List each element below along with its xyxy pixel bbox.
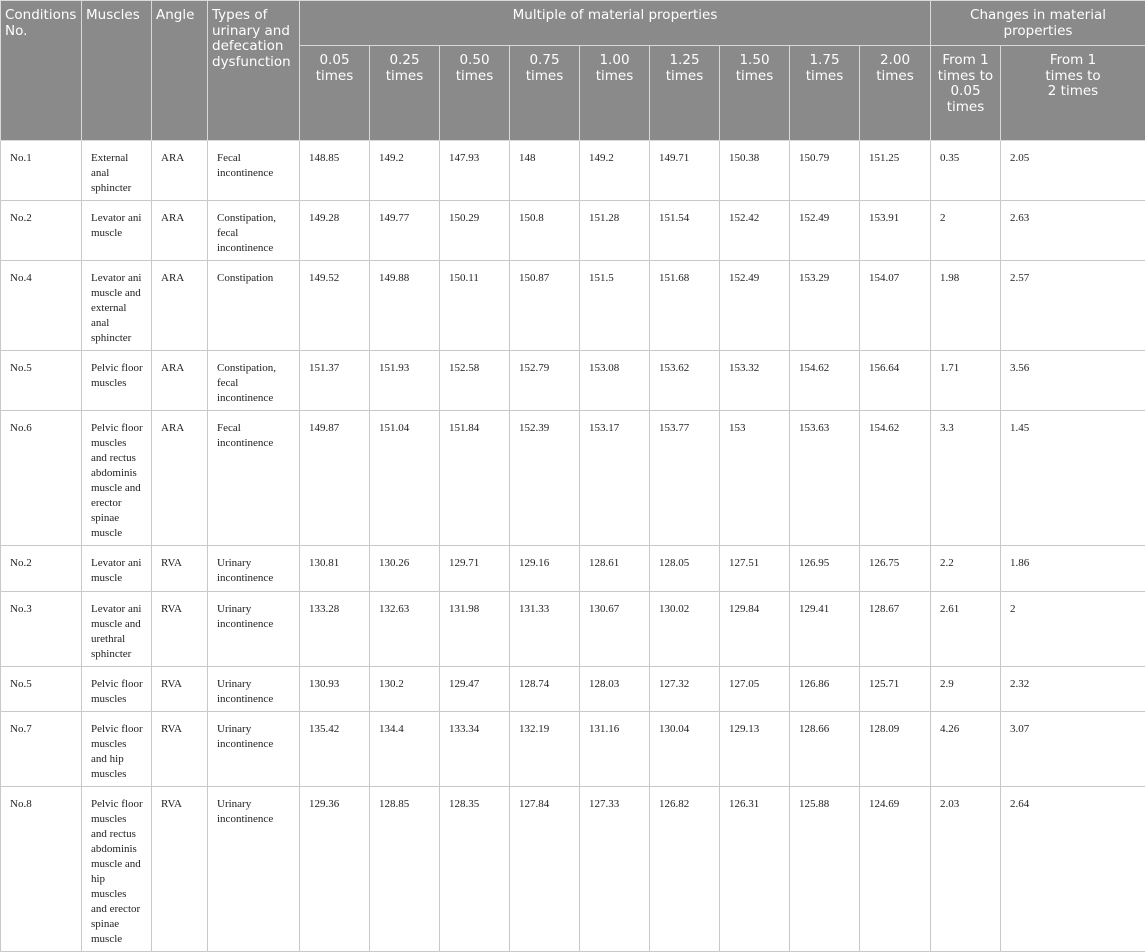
dysfunction-cell: Fecal incontinence (208, 411, 300, 546)
angle-cell: RVA (152, 787, 208, 952)
muscles-cell: Pelvic floor muscles (82, 351, 152, 411)
table-body (1, 141, 1145, 952)
table-header (1, 1, 1145, 141)
value-cell: 128.03 (580, 667, 650, 712)
change-low-cell: 2.9 (931, 667, 1001, 712)
value-cell: 151.68 (650, 261, 720, 351)
condition-no-cell: No.7 (1, 712, 82, 787)
change-low-cell: 2.03 (931, 787, 1001, 952)
change-high-cell: 2.64 (1001, 787, 1145, 952)
value-cell: 150.79 (790, 141, 860, 201)
header-multiple: 1.75 times (790, 46, 860, 141)
value-cell: 131.16 (580, 712, 650, 787)
muscles-cell: Levator ani muscle and external anal sphincter (82, 261, 152, 351)
value-cell: 148.85 (300, 141, 370, 201)
muscles-cell: Levator ani muscle (82, 201, 152, 261)
value-cell: 128.67 (860, 592, 931, 667)
value-cell: 151.84 (440, 411, 510, 546)
value-cell: 148 (510, 141, 580, 201)
value-cell: 133.34 (440, 712, 510, 787)
condition-no-cell: No.8 (1, 787, 82, 952)
value-cell: 154.07 (860, 261, 931, 351)
value-cell: 128.09 (860, 712, 931, 787)
value-cell: 152.79 (510, 351, 580, 411)
change-low-cell: 0.35 (931, 141, 1001, 201)
value-cell: 129.13 (720, 712, 790, 787)
dysfunction-cell: Urinary incontinence (208, 592, 300, 667)
header-multiple: 0.75 times (510, 46, 580, 141)
value-cell: 126.31 (720, 787, 790, 952)
change-high-cell: 2.57 (1001, 261, 1145, 351)
value-cell: 128.35 (440, 787, 510, 952)
value-cell: 130.93 (300, 667, 370, 712)
value-cell: 153.08 (580, 351, 650, 411)
dysfunction-cell: Urinary incontinence (208, 667, 300, 712)
table-row (1, 261, 1145, 351)
header-dysfunction-type: Types of urinary and defecation dysfunction (208, 1, 300, 141)
value-cell: 125.88 (790, 787, 860, 952)
value-cell: 129.71 (440, 546, 510, 592)
value-cell: 150.87 (510, 261, 580, 351)
value-cell: 151.5 (580, 261, 650, 351)
value-cell: 127.84 (510, 787, 580, 952)
value-cell: 149.2 (370, 141, 440, 201)
value-cell: 130.2 (370, 667, 440, 712)
value-cell: 150.8 (510, 201, 580, 261)
angle-cell: ARA (152, 141, 208, 201)
value-cell: 130.04 (650, 712, 720, 787)
value-cell: 149.77 (370, 201, 440, 261)
value-cell: 150.11 (440, 261, 510, 351)
header-conditions-no: Conditions No. (1, 1, 82, 141)
dysfunction-cell: Constipation, fecal incontinence (208, 201, 300, 261)
change-high-cell: 2.05 (1001, 141, 1145, 201)
change-low-cell: 1.71 (931, 351, 1001, 411)
value-cell: 133.28 (300, 592, 370, 667)
value-cell: 153.77 (650, 411, 720, 546)
value-cell: 152.58 (440, 351, 510, 411)
value-cell: 151.25 (860, 141, 931, 201)
value-cell: 151.28 (580, 201, 650, 261)
change-low-cell: 1.98 (931, 261, 1001, 351)
table-row (1, 592, 1145, 667)
muscles-cell: Levator ani muscle and urethral sphincter (82, 592, 152, 667)
value-cell: 153 (720, 411, 790, 546)
header-change-high: From 1 times to 2 times (1001, 46, 1145, 141)
table-row (1, 787, 1145, 952)
value-cell: 134.4 (370, 712, 440, 787)
value-cell: 147.93 (440, 141, 510, 201)
muscles-cell: External anal sphincter (82, 141, 152, 201)
value-cell: 132.63 (370, 592, 440, 667)
value-cell: 149.28 (300, 201, 370, 261)
value-cell: 132.19 (510, 712, 580, 787)
value-cell: 152.49 (790, 201, 860, 261)
header-changes-group: Changes in material properties (931, 1, 1145, 46)
value-cell: 152.49 (720, 261, 790, 351)
value-cell: 149.2 (580, 141, 650, 201)
dysfunction-cell: Constipation (208, 261, 300, 351)
change-high-cell: 1.45 (1001, 411, 1145, 546)
change-high-cell: 2 (1001, 592, 1145, 667)
value-cell: 153.17 (580, 411, 650, 546)
change-low-cell: 2 (931, 201, 1001, 261)
value-cell: 128.74 (510, 667, 580, 712)
header-multiple: 2.00 times (860, 46, 931, 141)
header-change-low: From 1 times to 0.05 times (931, 46, 1001, 141)
value-cell: 126.75 (860, 546, 931, 592)
value-cell: 129.47 (440, 667, 510, 712)
angle-cell: RVA (152, 592, 208, 667)
change-low-cell: 2.2 (931, 546, 1001, 592)
value-cell: 127.33 (580, 787, 650, 952)
condition-no-cell: No.6 (1, 411, 82, 546)
angle-cell: ARA (152, 201, 208, 261)
value-cell: 153.62 (650, 351, 720, 411)
dysfunction-cell: Fecal incontinence (208, 141, 300, 201)
table-row (1, 201, 1145, 261)
header-multiple: 1.25 times (650, 46, 720, 141)
value-cell: 129.84 (720, 592, 790, 667)
value-cell: 151.37 (300, 351, 370, 411)
value-cell: 130.26 (370, 546, 440, 592)
value-cell: 149.52 (300, 261, 370, 351)
value-cell: 126.95 (790, 546, 860, 592)
value-cell: 151.54 (650, 201, 720, 261)
value-cell: 126.86 (790, 667, 860, 712)
header-multiple: 1.00 times (580, 46, 650, 141)
value-cell: 153.29 (790, 261, 860, 351)
table-row (1, 712, 1145, 787)
change-low-cell: 4.26 (931, 712, 1001, 787)
condition-no-cell: No.5 (1, 351, 82, 411)
angle-cell: RVA (152, 712, 208, 787)
angle-cell: ARA (152, 411, 208, 546)
value-cell: 125.71 (860, 667, 931, 712)
header-multiple-group: Multiple of material properties (300, 1, 931, 46)
header-multiple: 1.50 times (720, 46, 790, 141)
angle-cell: RVA (152, 667, 208, 712)
change-high-cell: 2.63 (1001, 201, 1145, 261)
value-cell: 129.16 (510, 546, 580, 592)
header-multiple: 0.05 times (300, 46, 370, 141)
table-row (1, 141, 1145, 201)
dysfunction-cell: Constipation, fecal incontinence (208, 351, 300, 411)
muscles-cell: Pelvic floor muscles and rectus abdominis muscle and hip muscles and erector spinae muscle (82, 787, 152, 952)
table-row (1, 667, 1145, 712)
table-row (1, 351, 1145, 411)
value-cell: 130.81 (300, 546, 370, 592)
header-multiple: 0.50 times (440, 46, 510, 141)
value-cell: 150.29 (440, 201, 510, 261)
value-cell: 152.39 (510, 411, 580, 546)
value-cell: 156.64 (860, 351, 931, 411)
dysfunction-cell: Urinary incontinence (208, 712, 300, 787)
value-cell: 127.05 (720, 667, 790, 712)
table-row (1, 411, 1145, 546)
value-cell: 129.41 (790, 592, 860, 667)
value-cell: 154.62 (790, 351, 860, 411)
value-cell: 126.82 (650, 787, 720, 952)
value-cell: 152.42 (720, 201, 790, 261)
value-cell: 127.32 (650, 667, 720, 712)
value-cell: 127.51 (720, 546, 790, 592)
value-cell: 129.36 (300, 787, 370, 952)
value-cell: 151.04 (370, 411, 440, 546)
table-row (1, 546, 1145, 592)
header-muscles: Muscles (82, 1, 152, 141)
condition-no-cell: No.3 (1, 592, 82, 667)
value-cell: 151.93 (370, 351, 440, 411)
muscles-cell: Pelvic floor muscles (82, 667, 152, 712)
value-cell: 149.71 (650, 141, 720, 201)
condition-no-cell: No.2 (1, 201, 82, 261)
value-cell: 124.69 (860, 787, 931, 952)
change-high-cell: 2.32 (1001, 667, 1145, 712)
value-cell: 130.02 (650, 592, 720, 667)
change-low-cell: 3.3 (931, 411, 1001, 546)
value-cell: 128.66 (790, 712, 860, 787)
value-cell: 149.88 (370, 261, 440, 351)
change-low-cell: 2.61 (931, 592, 1001, 667)
muscles-cell: Pelvic floor muscles and rectus abdominis muscle and erector spinae muscle (82, 411, 152, 546)
angle-cell: ARA (152, 351, 208, 411)
header-multiple: 0.25 times (370, 46, 440, 141)
muscles-cell: Levator ani muscle (82, 546, 152, 592)
value-cell: 153.63 (790, 411, 860, 546)
value-cell: 128.85 (370, 787, 440, 952)
value-cell: 130.67 (580, 592, 650, 667)
angle-cell: ARA (152, 261, 208, 351)
condition-no-cell: No.4 (1, 261, 82, 351)
condition-no-cell: No.2 (1, 546, 82, 592)
condition-no-cell: No.1 (1, 141, 82, 201)
header-angle: Angle (152, 1, 208, 141)
condition-no-cell: No.5 (1, 667, 82, 712)
value-cell: 149.87 (300, 411, 370, 546)
value-cell: 131.33 (510, 592, 580, 667)
value-cell: 128.61 (580, 546, 650, 592)
value-cell: 150.38 (720, 141, 790, 201)
dysfunction-cell: Urinary incontinence (208, 787, 300, 952)
muscles-cell: Pelvic floor muscles and hip muscles (82, 712, 152, 787)
value-cell: 154.62 (860, 411, 931, 546)
change-high-cell: 1.86 (1001, 546, 1145, 592)
value-cell: 135.42 (300, 712, 370, 787)
value-cell: 131.98 (440, 592, 510, 667)
angle-cell: RVA (152, 546, 208, 592)
value-cell: 153.32 (720, 351, 790, 411)
change-high-cell: 3.07 (1001, 712, 1145, 787)
value-cell: 128.05 (650, 546, 720, 592)
value-cell: 153.91 (860, 201, 931, 261)
dysfunction-cell: Urinary incontinence (208, 546, 300, 592)
change-high-cell: 3.56 (1001, 351, 1145, 411)
